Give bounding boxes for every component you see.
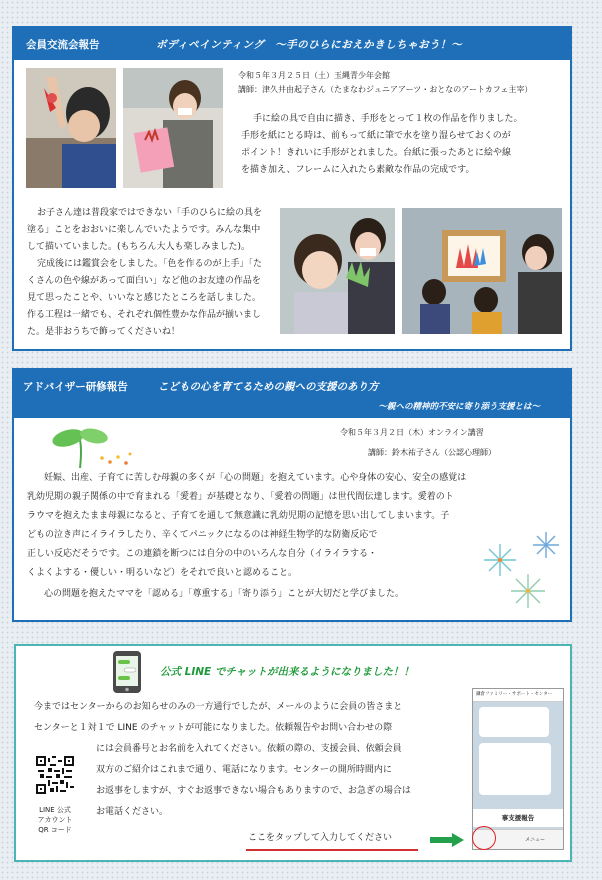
paragraph-line: ポイント！きれいに手形がとれました。台紙に張ったあとに絵や線 (241, 148, 512, 158)
photo-child-painting-hand (26, 68, 116, 188)
chat-bubble (479, 707, 549, 737)
section-subtitle: ～親への精神的不安に寄り添う支援とは～ (378, 402, 540, 412)
paragraph-line: 正しい反応だそうです。この連鎖を断つには自分の中のいろんな自分（イライラする・ (27, 549, 378, 559)
paragraph-line: 作る工程は一緒でも、それぞれ個性豊かな作品が揃いまし (27, 310, 262, 320)
training-date: 令和５年３月２日（木）オンライン講習 (340, 428, 484, 437)
section-title: こどもの心を育てるための親への支援のあり方 (158, 381, 379, 393)
tap-instruction: ここをタップして入力してください (248, 833, 393, 843)
event-date: 令和５年３月２５日（土）玉縄青少年会館 (238, 71, 390, 80)
arrow-right-icon (430, 832, 464, 846)
paragraph-line: 双方のご紹介はこれまで通り、電話になります。センターの開所時間内に (96, 765, 392, 775)
paragraph-line: くさんの色や線があって面白い」など他のお友達の作品を (27, 276, 261, 286)
qr-label-line: LINE 公式 (39, 806, 71, 814)
paragraph-line: 乳幼児期の親子関係の中で育まれる「愛着」が基礎となり、「愛着の問題」は世代間伝達します。愛着のト (27, 492, 454, 502)
section-category: アドバイザー研修報告 (23, 381, 128, 393)
paragraph-line: 心の問題を抱えたママを「認める」「尊重する」「寄り添う」ことが大切だと学びました。 (44, 589, 405, 599)
paragraph-line: ラウマを抱えたまま母親になると、子育てを通して無意識に乳幼児期の記憶を思い出してしまいます。子 (27, 511, 450, 521)
qr-label (30, 805, 80, 835)
chat-header (473, 689, 563, 702)
section-header (14, 370, 570, 418)
paragraph-line: くよくよする・優しい・明るいなど）をそれで良いと認めること。 (27, 568, 298, 578)
smartphone-line-icon (112, 650, 142, 694)
section-category: 会員交流会報告 (26, 39, 100, 51)
chat-footer-label: メニュー (524, 837, 545, 843)
highlight-circle (472, 826, 496, 850)
line-title: 公式 LINE でチャットが出来るようになりました！！ (160, 666, 415, 678)
chat-menu-label: 事支援報告 (501, 814, 535, 822)
paragraph-line: して描いていました。(もちろん大人も楽しみました)。 (27, 242, 251, 252)
section-title: ボディペインティング ～手のひらにおえかきしちゃおう！～ (156, 39, 463, 51)
line-qr-code[interactable] (36, 756, 74, 794)
photo-children-with-framed-art (402, 208, 562, 334)
photo-instructor-showing-work (123, 68, 223, 188)
sparkle-decoration (478, 530, 564, 614)
paragraph-line: には会員番号とお名前を入れてください。依頼の際の、支援会員、依頼会員 (96, 744, 402, 754)
paragraph-line: 見て思ったことや、いいなと感じたところを話しました。 (27, 293, 261, 303)
paragraph-line: 塗る」ことをおおいに楽しんでいたようです。みんな集中 (27, 225, 261, 235)
paragraph-line: 完成後には鑑賞会をしました。「色を作るのが上手」「た (37, 259, 263, 269)
paragraph-line: お電話ください。 (96, 807, 169, 817)
qr-label-line: アカウント (37, 816, 73, 824)
sprout-illustration (44, 424, 134, 470)
training-instructor: 講師：鈴木祐子さん（公認心理師） (368, 448, 496, 457)
chat-bubble (479, 743, 551, 795)
paragraph-line: 今まではセンターからのお知らせのみの一方通行でしたが、メールのように会員の皆さまと (34, 702, 403, 712)
photo-girls-with-painted-hands (280, 208, 395, 334)
paragraph-line: どもの泣き声にイライラしたり、辛くてパニックになるのは神経生物学的な防衛反応で (27, 530, 378, 540)
paragraph-line: お子さん達は普段家ではできない「手のひらに絵の具を (37, 208, 263, 218)
qr-label-line: QR コード (38, 826, 72, 834)
section-header (14, 28, 570, 60)
paragraph-line: を描き加え、フレームに入れたら素敵な作品の完成です。 (241, 165, 475, 175)
paragraph-line: 手形を紙にとる時は、前もって紙に筆で水を塗り湿らせておくのが (241, 131, 511, 141)
paragraph-line: お返事をしますが、すぐお返事できない場合もありますので、お急ぎの場合は (96, 786, 411, 796)
chat-menu-bar (473, 809, 563, 827)
paragraph-line: た。是非おうちで飾ってくださいね！ (27, 327, 180, 337)
chat-header-title: 鎌倉ファミリー・サポート・センター (476, 692, 553, 697)
tap-underline (246, 849, 418, 851)
paragraph-line: センターと１対１で LINE のチャットが可能になりました。依頼報告やお問い合わせの際 (34, 723, 393, 733)
event-instructor: 講師：津久井由起子さん（たまなわジュニアアーツ・おとなのアートカフェ主宰） (238, 85, 533, 94)
paragraph-line: 手に絵の具で自由に描き、手形をとって１枚の作品を作りました。 (253, 114, 523, 124)
paragraph-line: 妊娠、出産、子育てに苦しむ母親の多くが「心の問題」を抱えています。心や身体の安心、安全の感覚は (44, 473, 467, 483)
